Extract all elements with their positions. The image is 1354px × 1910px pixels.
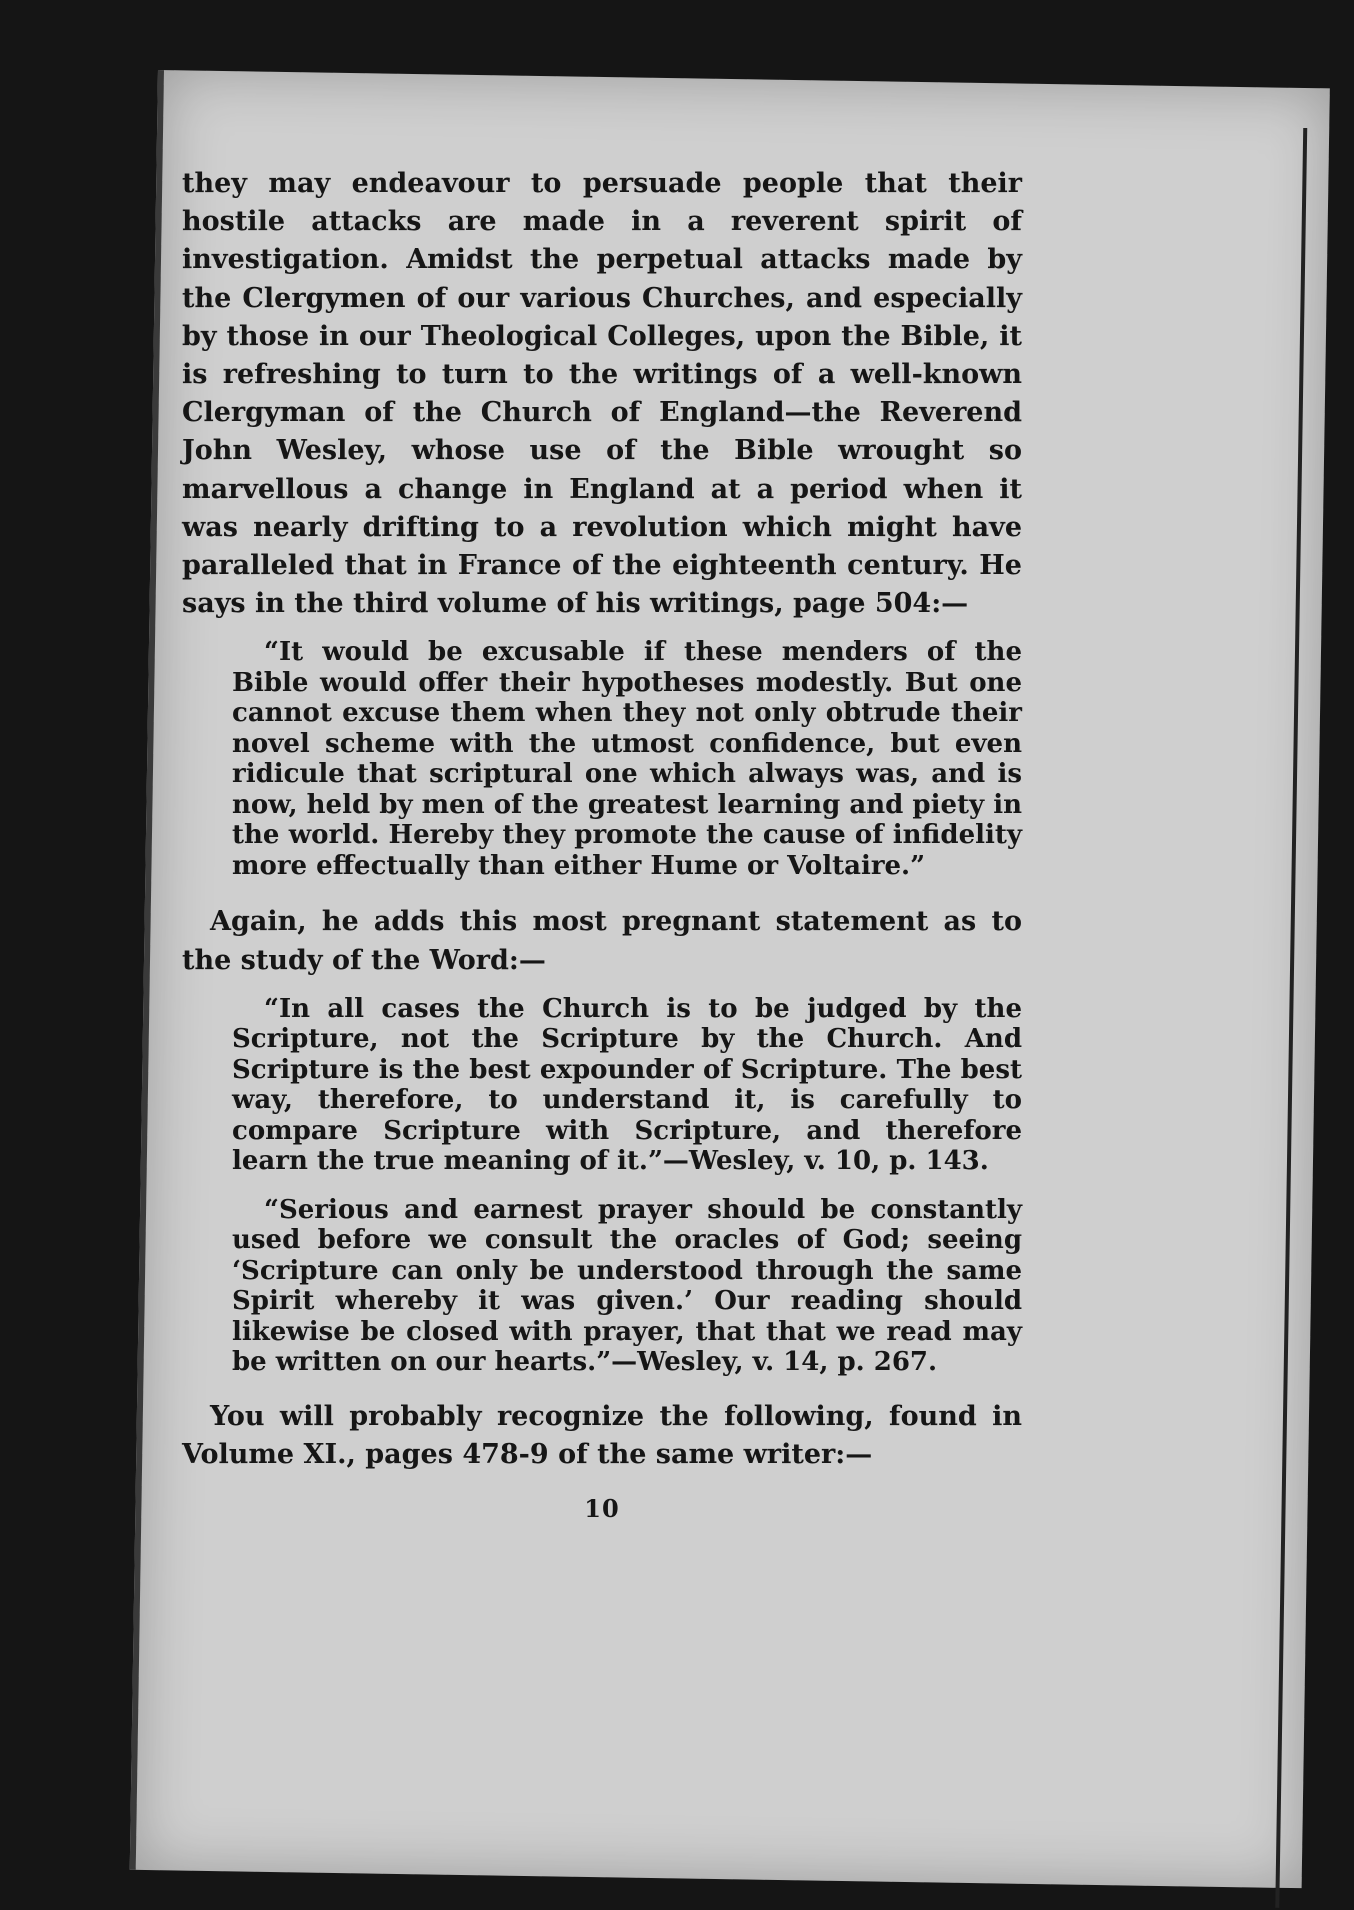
body-paragraph-3: You will probably recognize the following, found in Volume XI., pages 478-9 of the same writer:— <box>182 1400 1022 1471</box>
wesley-quote-2: “In all cases the Church is to be judged by the Scripture, not the Scripture by the Church. And Scripture is the best expounder of Scripture. The best way, therefore, to understand it, is carefully to compare Scripture with Scripture, and therefore learn the true meaning of it.”—Wesley, v. 10, p. 143. <box>232 993 1022 1177</box>
page-number: 10 <box>584 1494 620 1524</box>
page-text-block <box>182 165 1022 1528</box>
body-paragraph-1: they may endeavour to persuade people that their hostile attacks are made in a reverent spirit of investigation. Amidst the perpetual attacks made by the Clergymen of our various Churches, and especially by those in our Theological Colleges, upon the Bible, it is refreshing to turn to the writings of a well-known Clergyman of the Church of England—the Reverend John Wesley, whose use of the Bible wrought so marvellous a change in England at a period when it was nearly drifting to a revolution which might have paralleled that in France of the eighteenth century. He says in the third volume of his writings, page 504:— <box>182 168 1022 620</box>
page-edge-shadow <box>1275 128 1307 1908</box>
wesley-quote-3: “Serious and earnest prayer should be constantly used before we consult the oracles of God; seeing ‘Scripture can only be understood through the same Spirit whereby it was given.’ Our reading should likewise be closed with prayer, that that we read may be written on our hearts.”—Wesley, v. 14, p. 267. <box>232 1194 1022 1378</box>
wesley-quote-1: “It would be excusable if these menders of the Bible would offer their hypotheses modestly. But one cannot excuse them when they not only obtrude their novel scheme with the utmost confidence, but even ridicule that scriptural one which always was, and is now, held by men of the greatest learning and piety in the world. Hereby they promote the cause of infidelity more effectually than either Hume or Voltaire.” <box>232 637 1022 881</box>
body-paragraph-2: Again, he adds this most pregnant statement as to the study of the Word:— <box>182 906 1022 976</box>
